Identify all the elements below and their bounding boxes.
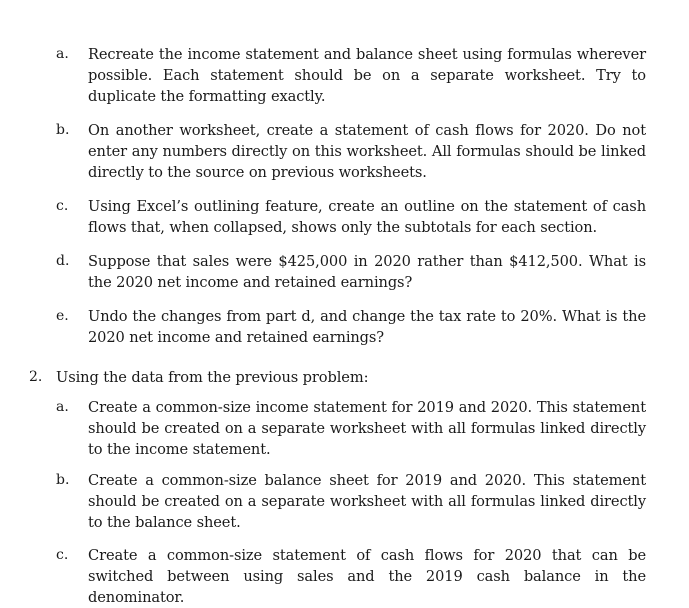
part-label: d.	[56, 253, 70, 269]
part-text: Create a common-size income statement for 2019 and 2020. This statement should be created on a separate worksheet with all formulas linked directly to the income statement.	[88, 399, 646, 458]
part-label: a.	[56, 46, 69, 62]
part-label: a.	[56, 399, 69, 415]
part-label: c.	[56, 547, 69, 563]
problem-text: Using the data from the previous problem:	[56, 369, 369, 386]
problem-number: 2.	[29, 369, 43, 385]
part-text: On another worksheet, create a statement of cash flows for 2020. Do not enter any numbers directly on this worksheet. All formulas should be linked directly to the source on previous worksheets.	[88, 122, 646, 181]
part-label: e.	[56, 308, 69, 324]
part-text: Suppose that sales were $425,000 in 2020 rather than $412,500. What is the 2020 net income and retained earnings?	[88, 253, 646, 291]
part-label: b.	[56, 122, 70, 138]
part-label: c.	[56, 198, 69, 214]
part-text: Using Excel’s outlining feature, create an outline on the statement of cash flows that, when collapsed, shows only the subtotals for each section.	[88, 198, 646, 236]
part-text: Create a common-size balance sheet for 2019 and 2020. This statement should be created on a separate worksheet with all formulas linked directly to the balance sheet.	[88, 472, 646, 531]
part-text: Create a common-size statement of cash flows for 2020 that can be switched between using sales and the 2019 cash balance in the denominator.	[88, 547, 646, 606]
part-text: Undo the changes from part d, and change the tax rate to 20%. What is the 2020 net income and retained earnings?	[88, 308, 646, 346]
part-text: Recreate the income statement and balance sheet using formulas wherever possible. Each statement should be on a separate worksheet. Try to duplicate the formatting exactly.	[88, 46, 646, 105]
part-label: b.	[56, 472, 70, 488]
